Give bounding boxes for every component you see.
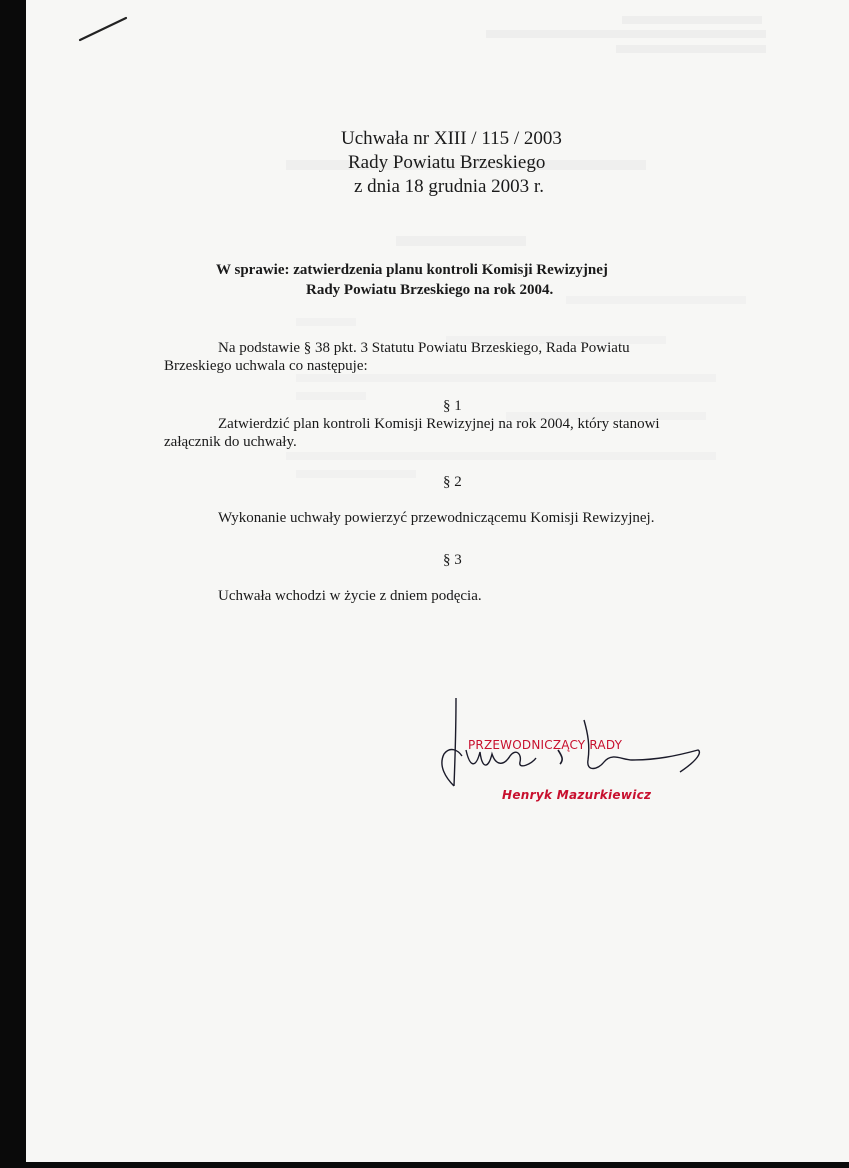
- section-2-line-1: Wykonanie uchwały powierzyć przewodniczącemu Komisji Rewizyjnej.: [218, 510, 655, 526]
- stamp-name: Henryk Mazurkiewicz: [502, 788, 652, 802]
- resolution-number: Uchwała nr XIII / 115 / 2003: [341, 128, 562, 149]
- preamble-line-1: Na podstawie § 38 pkt. 3 Statutu Powiatu Brzeskiego, Rada Powiatu: [218, 340, 630, 356]
- section-3-line-1: Uchwała wchodzi w życie z dniem podęcia.: [218, 588, 482, 604]
- section-1-line-2: załącznik do uchwały.: [164, 434, 297, 450]
- stamp-title: PRZEWODNICZĄCY RADY: [468, 738, 623, 752]
- subject-line-1: W sprawie: zatwierdzenia planu kontroli Komisji Rewizyjnej: [216, 262, 608, 278]
- section-mark-3: § 3: [443, 552, 462, 568]
- subject-line-2: Rady Powiatu Brzeskiego na rok 2004.: [306, 282, 554, 298]
- pen-stroke-icon: [78, 14, 130, 44]
- preamble-line-2: Brzeskiego uchwala co następuje:: [164, 358, 368, 374]
- council-name: Rady Powiatu Brzeskiego: [348, 152, 546, 173]
- section-mark-1: § 1: [443, 398, 462, 414]
- resolution-date: z dnia 18 grudnia 2003 r.: [354, 176, 544, 197]
- section-1-line-1: Zatwierdzić plan kontroli Komisji Rewizyjnej na rok 2004, który stanowi: [218, 416, 660, 432]
- section-mark-2: § 2: [443, 474, 462, 490]
- document-page: [26, 0, 849, 1162]
